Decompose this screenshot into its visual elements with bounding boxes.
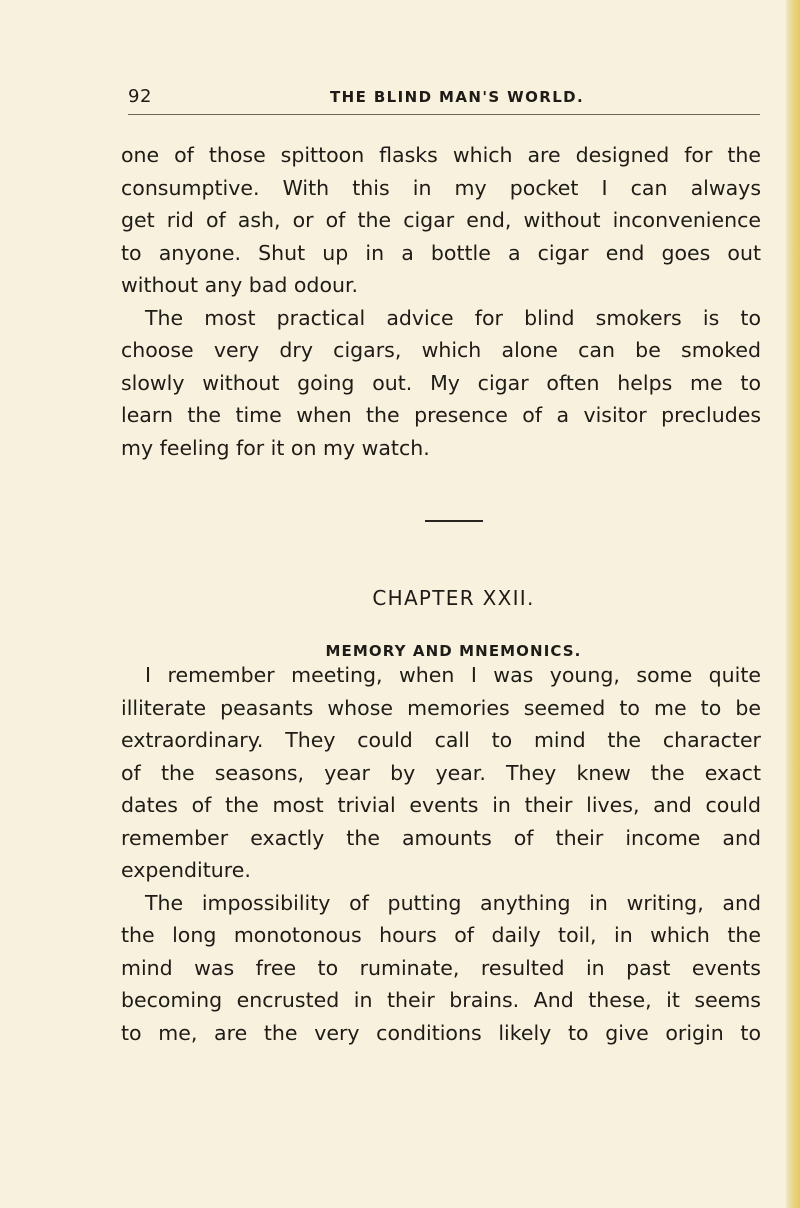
body-line: consumptive. With this in my pocket I can always bbox=[121, 175, 761, 200]
body-line: illiterate peasants whose memories seemed to me to be bbox=[121, 695, 761, 720]
body-line: The impossibility of putting anything in writing, and bbox=[145, 890, 761, 915]
text-block-before-chapter bbox=[121, 139, 761, 464]
body-line: dates of the most trivial events in their lives, and could bbox=[121, 793, 761, 817]
body-line: becoming encrusted in their brains. And these, it seems bbox=[121, 988, 761, 1012]
section-divider bbox=[425, 520, 483, 522]
chapter-subheading: MEMORY AND MNEMONICS. bbox=[325, 642, 582, 660]
body-line: the long monotonous hours of daily toil, in which the bbox=[121, 923, 761, 947]
body-line: I remember meeting, when I was young, some quite bbox=[145, 663, 761, 687]
body-line: to me, are the very conditions likely to give origin to bbox=[121, 1020, 761, 1045]
page-number: 92 bbox=[128, 86, 152, 107]
body-line: learn the time when the presence of a visitor precludes bbox=[121, 403, 761, 427]
body-line: my feeling for it on my watch. bbox=[121, 435, 430, 460]
body-line: choose very dry cigars, which alone can be smoked bbox=[121, 338, 761, 362]
header-rule bbox=[128, 114, 760, 115]
body-line: slowly without going out. My cigar often helps me to bbox=[121, 370, 761, 395]
body-line: expenditure. bbox=[121, 858, 251, 882]
body-line: one of those spittoon flasks which are designed for the bbox=[121, 143, 761, 167]
body-line: mind was free to ruminate, resulted in past events bbox=[121, 955, 761, 980]
body-line: get rid of ash, or of the cigar end, without inconvenience bbox=[121, 208, 761, 232]
body-line: of the seasons, year by year. They knew the exact bbox=[121, 760, 761, 785]
chapter-heading: CHAPTER XXII. bbox=[372, 586, 535, 610]
body-line: to anyone. Shut up in a bottle a cigar end goes out bbox=[121, 240, 761, 265]
text-block-chapter-start bbox=[121, 659, 761, 1049]
running-head bbox=[128, 86, 760, 110]
body-line: without any bad odour. bbox=[121, 273, 359, 297]
body-line: The most practical advice for blind smokers is to bbox=[145, 305, 761, 330]
running-head-title: THE BLIND MAN'S WORLD. bbox=[330, 88, 585, 106]
body-line: remember exactly the amounts of their income and bbox=[121, 825, 761, 850]
body-line: extraordinary. They could call to mind the character bbox=[121, 728, 761, 752]
